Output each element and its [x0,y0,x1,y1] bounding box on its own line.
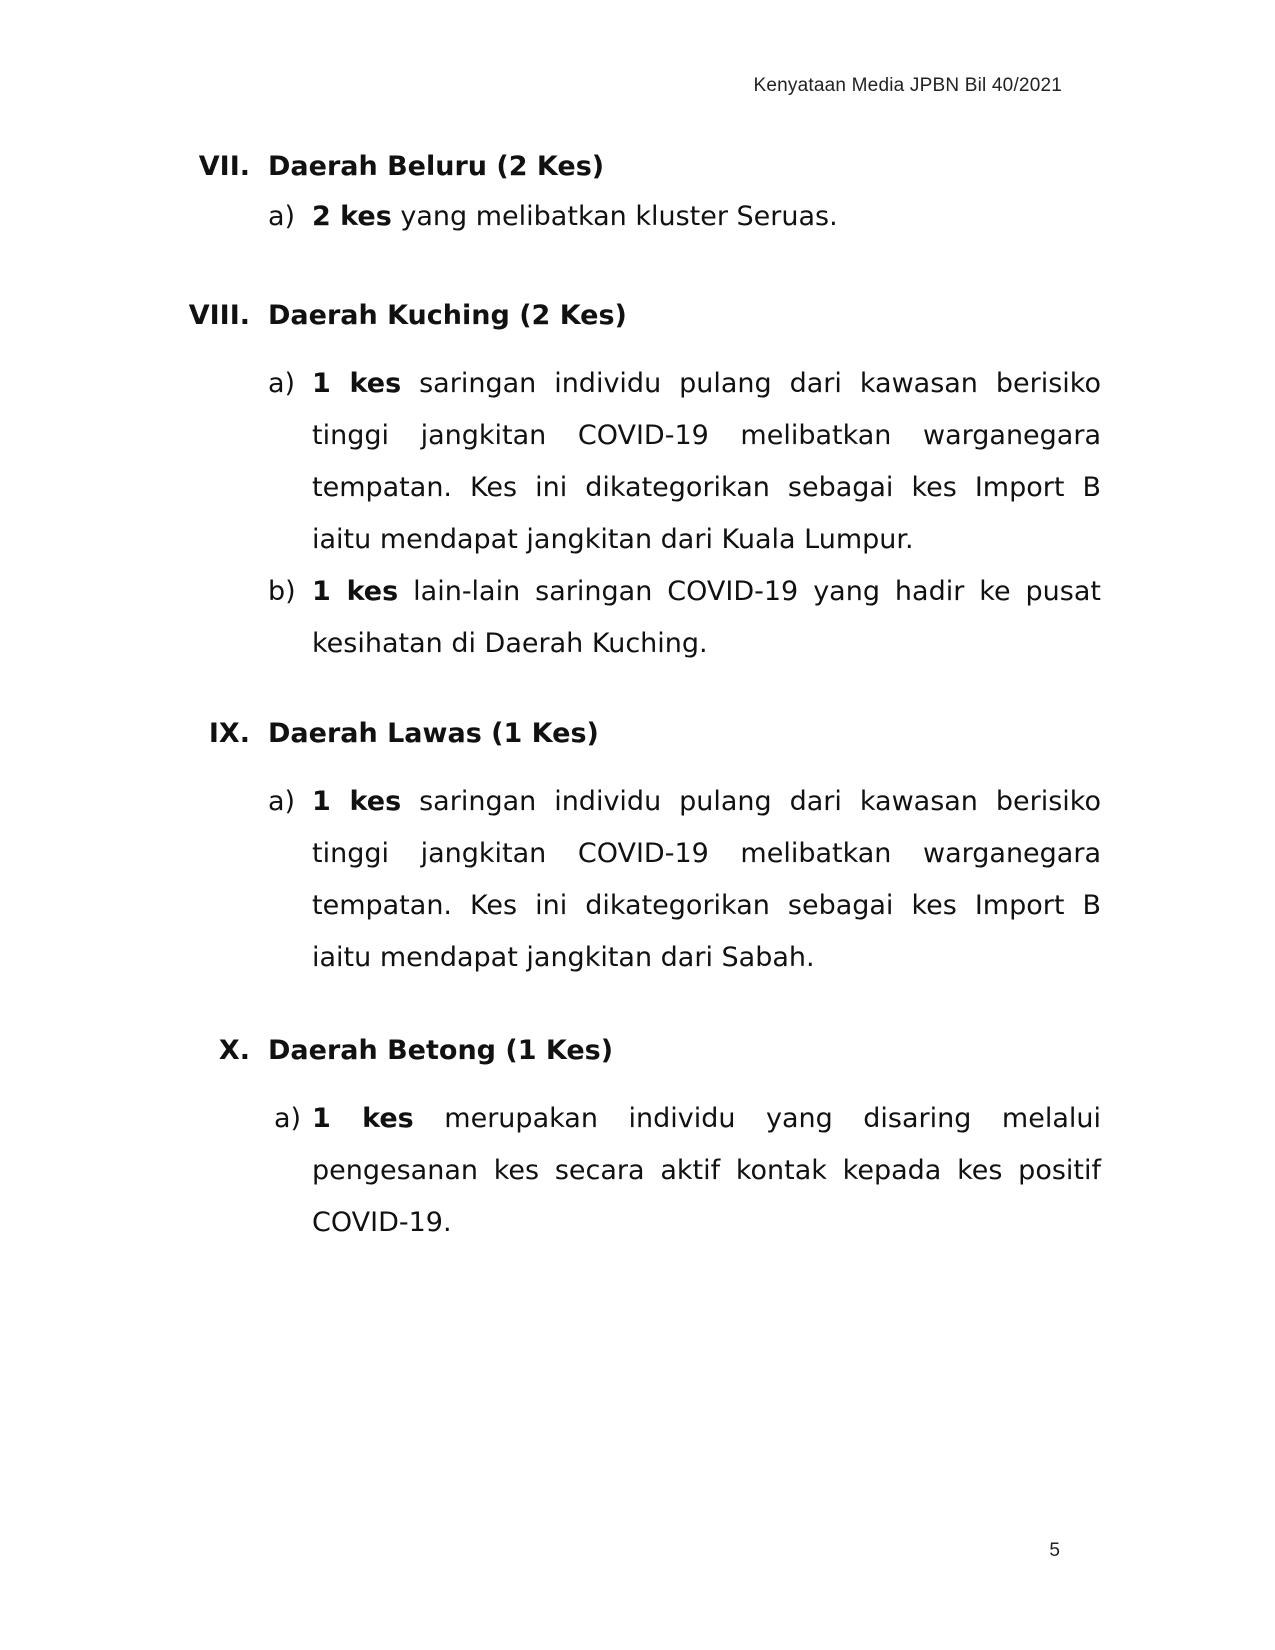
section-kuching [0,296,1275,670]
section-number: VIII. [188,300,250,331]
item-text: merupakan individu yang disaring melalui pengesanan kes secara aktif kontak kepada kes positif COVID-19. [312,1103,1101,1238]
list-item [0,191,1275,243]
item-marker: b) [268,576,296,607]
section-title: Daerah Kuching (2 Kes) [268,300,627,331]
section-title: Daerah Lawas (1 Kes) [268,718,599,749]
list-item [0,1093,1275,1249]
case-count: 1 kes [312,786,402,817]
case-count: 1 kes [312,576,399,607]
section-title: Daerah Betong (1 Kes) [268,1035,614,1066]
list-item [0,566,1275,670]
section-lawas [0,714,1275,984]
case-count: 1 kes [312,1103,414,1134]
item-marker: a) [268,368,296,399]
section-number: X. [218,1035,250,1066]
page-number: 5 [1049,1540,1060,1561]
section-heading [0,147,1275,187]
item-marker: a) [268,201,296,232]
list-item [0,776,1275,984]
item-text: lain-lain saringan COVID-19 yang hadir ke pusat kesihatan di Daerah Kuching. [312,576,1101,659]
item-marker: a) [268,786,296,817]
section-number: VII. [198,151,250,182]
section-heading [0,1031,1275,1071]
list-item [0,358,1275,566]
section-beluru [0,147,1275,243]
case-count: 2 kes [312,201,392,232]
section-number: IX. [208,718,250,749]
item-body [312,358,1101,566]
item-body [312,1093,1101,1249]
item-text: yang melibatkan kluster Seruas. [391,201,838,232]
document-header: Kenyataan Media JPBN Bil 40/2021 [753,75,1062,96]
item-body [312,191,1101,243]
section-heading [0,296,1275,336]
section-betong [0,1031,1275,1249]
item-text: saringan individu pulang dari kawasan berisiko tinggi jangkitan COVID-19 melibatkan warganegara tempatan. Kes ini dikategorikan sebagai kes Import B iaitu mendapat jangkitan dari Sabah. [312,786,1101,973]
item-body [312,566,1101,670]
item-text: saringan individu pulang dari kawasan berisiko tinggi jangkitan COVID-19 melibatkan warganegara tempatan. Kes ini dikategorikan sebagai kes Import B iaitu mendapat jangkitan dari Kuala Lumpur. [312,368,1101,555]
item-body [312,776,1101,984]
case-count: 1 kes [312,368,402,399]
section-heading [0,714,1275,754]
section-title: Daerah Beluru (2 Kes) [268,151,605,182]
item-marker: a) [274,1103,302,1134]
